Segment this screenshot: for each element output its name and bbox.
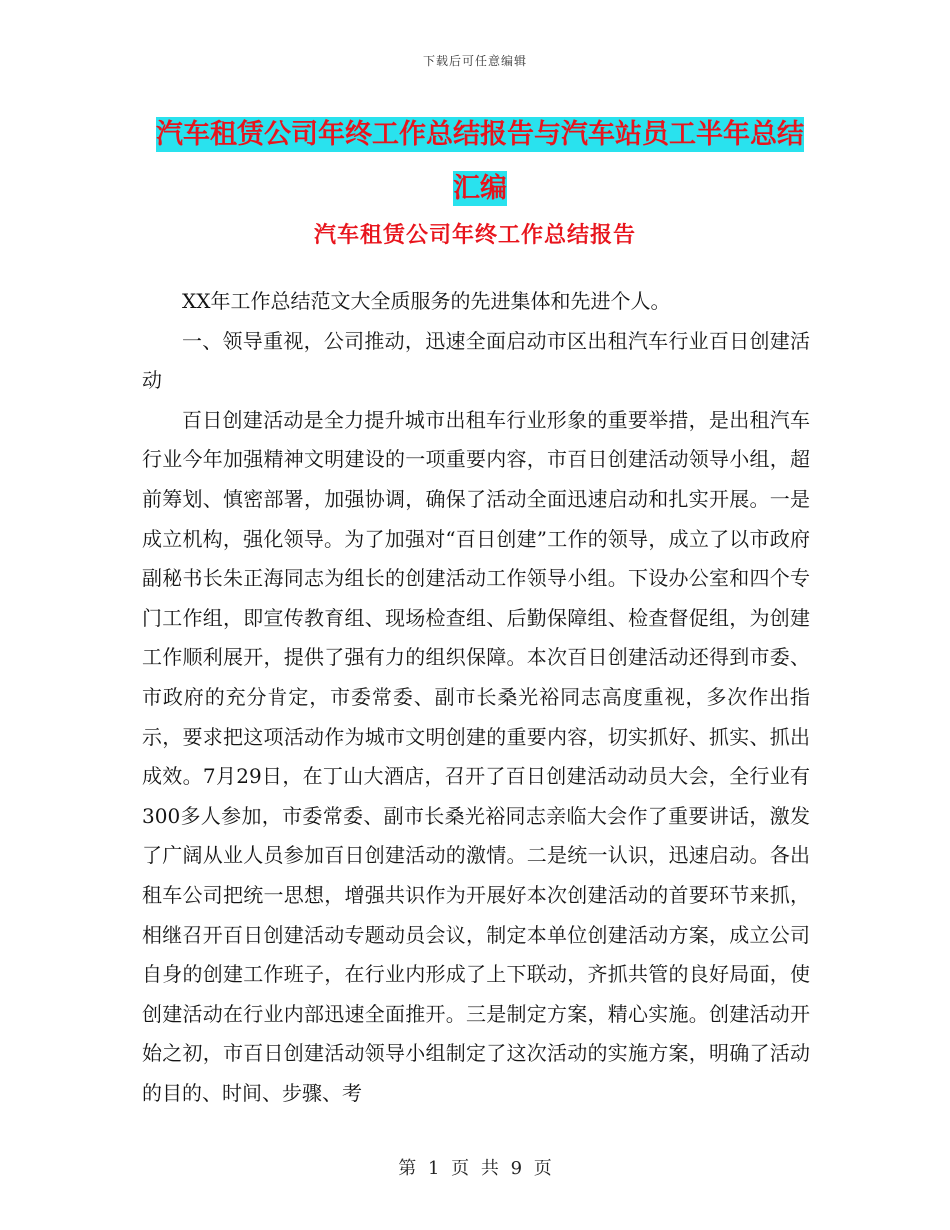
document-title-text: 汽车租赁公司年终工作总结报告与汽车站员工半年总结汇编 xyxy=(156,119,804,204)
paragraph-body-1: 百日创建活动是全力提升城市出租车行业形象的重要举措，是出租汽车行业今年加强精神文明建设的一项重要内容，市百日创建活动领导小组，超前筹划、慎密部署，加强协调，确保了活动全面迅速启动和扎实开展。一是成立机构，强化领导。为了加强对“百日创建”工作的领导，成立了以市政府副秘书长朱正海同志为组长的创建活动工作领导小组。下设办公室和四个专门工作组，即宣传教育组、现场检查组、后勤保障组、检查督促组，为创建工作顺利展开，提供了强有力的组织保障。本次百日创建活动还得到市委、市政府的充分肯定，市委常委、副市长桑光裕同志高度重视，多次作出指示，要求把这项活动作为城市文明创建的重要内容，切实抓好、抓实、抓出成效。7月29日，在丁山大酒店，召开了百日创建活动动员大会，全行业有300多人参加，市委常委、副市长桑光裕同志亲临大会作了重要讲话，激发了广阔从业人员参加百日创建活动的激情。二是统一认识，迅速启动。各出租车公司把统一思想，增强共识作为开展好本次创建活动的首要环节来抓，相继召开百日创建活动专题动员会议，制定本单位创建活动方案，成立公司自身的创建工作班子，在行业内形成了上下联动，齐抓共管的良好局面，使创建活动在行业内部迅速全面推开。三是制定方案，精心实施。创建活动开始之初，市百日创建活动领导小组制定了这次活动的实施方案，明确了活动的目的、时间、步骤、考 xyxy=(142,407,810,1105)
header-note: 下载后可任意编辑 xyxy=(422,54,527,68)
paragraph-intro: XX年工作总结范文大全质服务的先进集体和先进个人。 xyxy=(182,289,671,313)
page-footer: 第 1 页 共 9 页 xyxy=(398,1158,552,1179)
paragraph-heading-1: 一、领导重视，公司推动，迅速全面启动市区出租汽车行业百日创建活动 xyxy=(142,328,810,393)
document-title xyxy=(150,108,810,216)
body-text xyxy=(142,282,810,1113)
section-title: 汽车租赁公司年终工作总结报告 xyxy=(313,223,636,248)
